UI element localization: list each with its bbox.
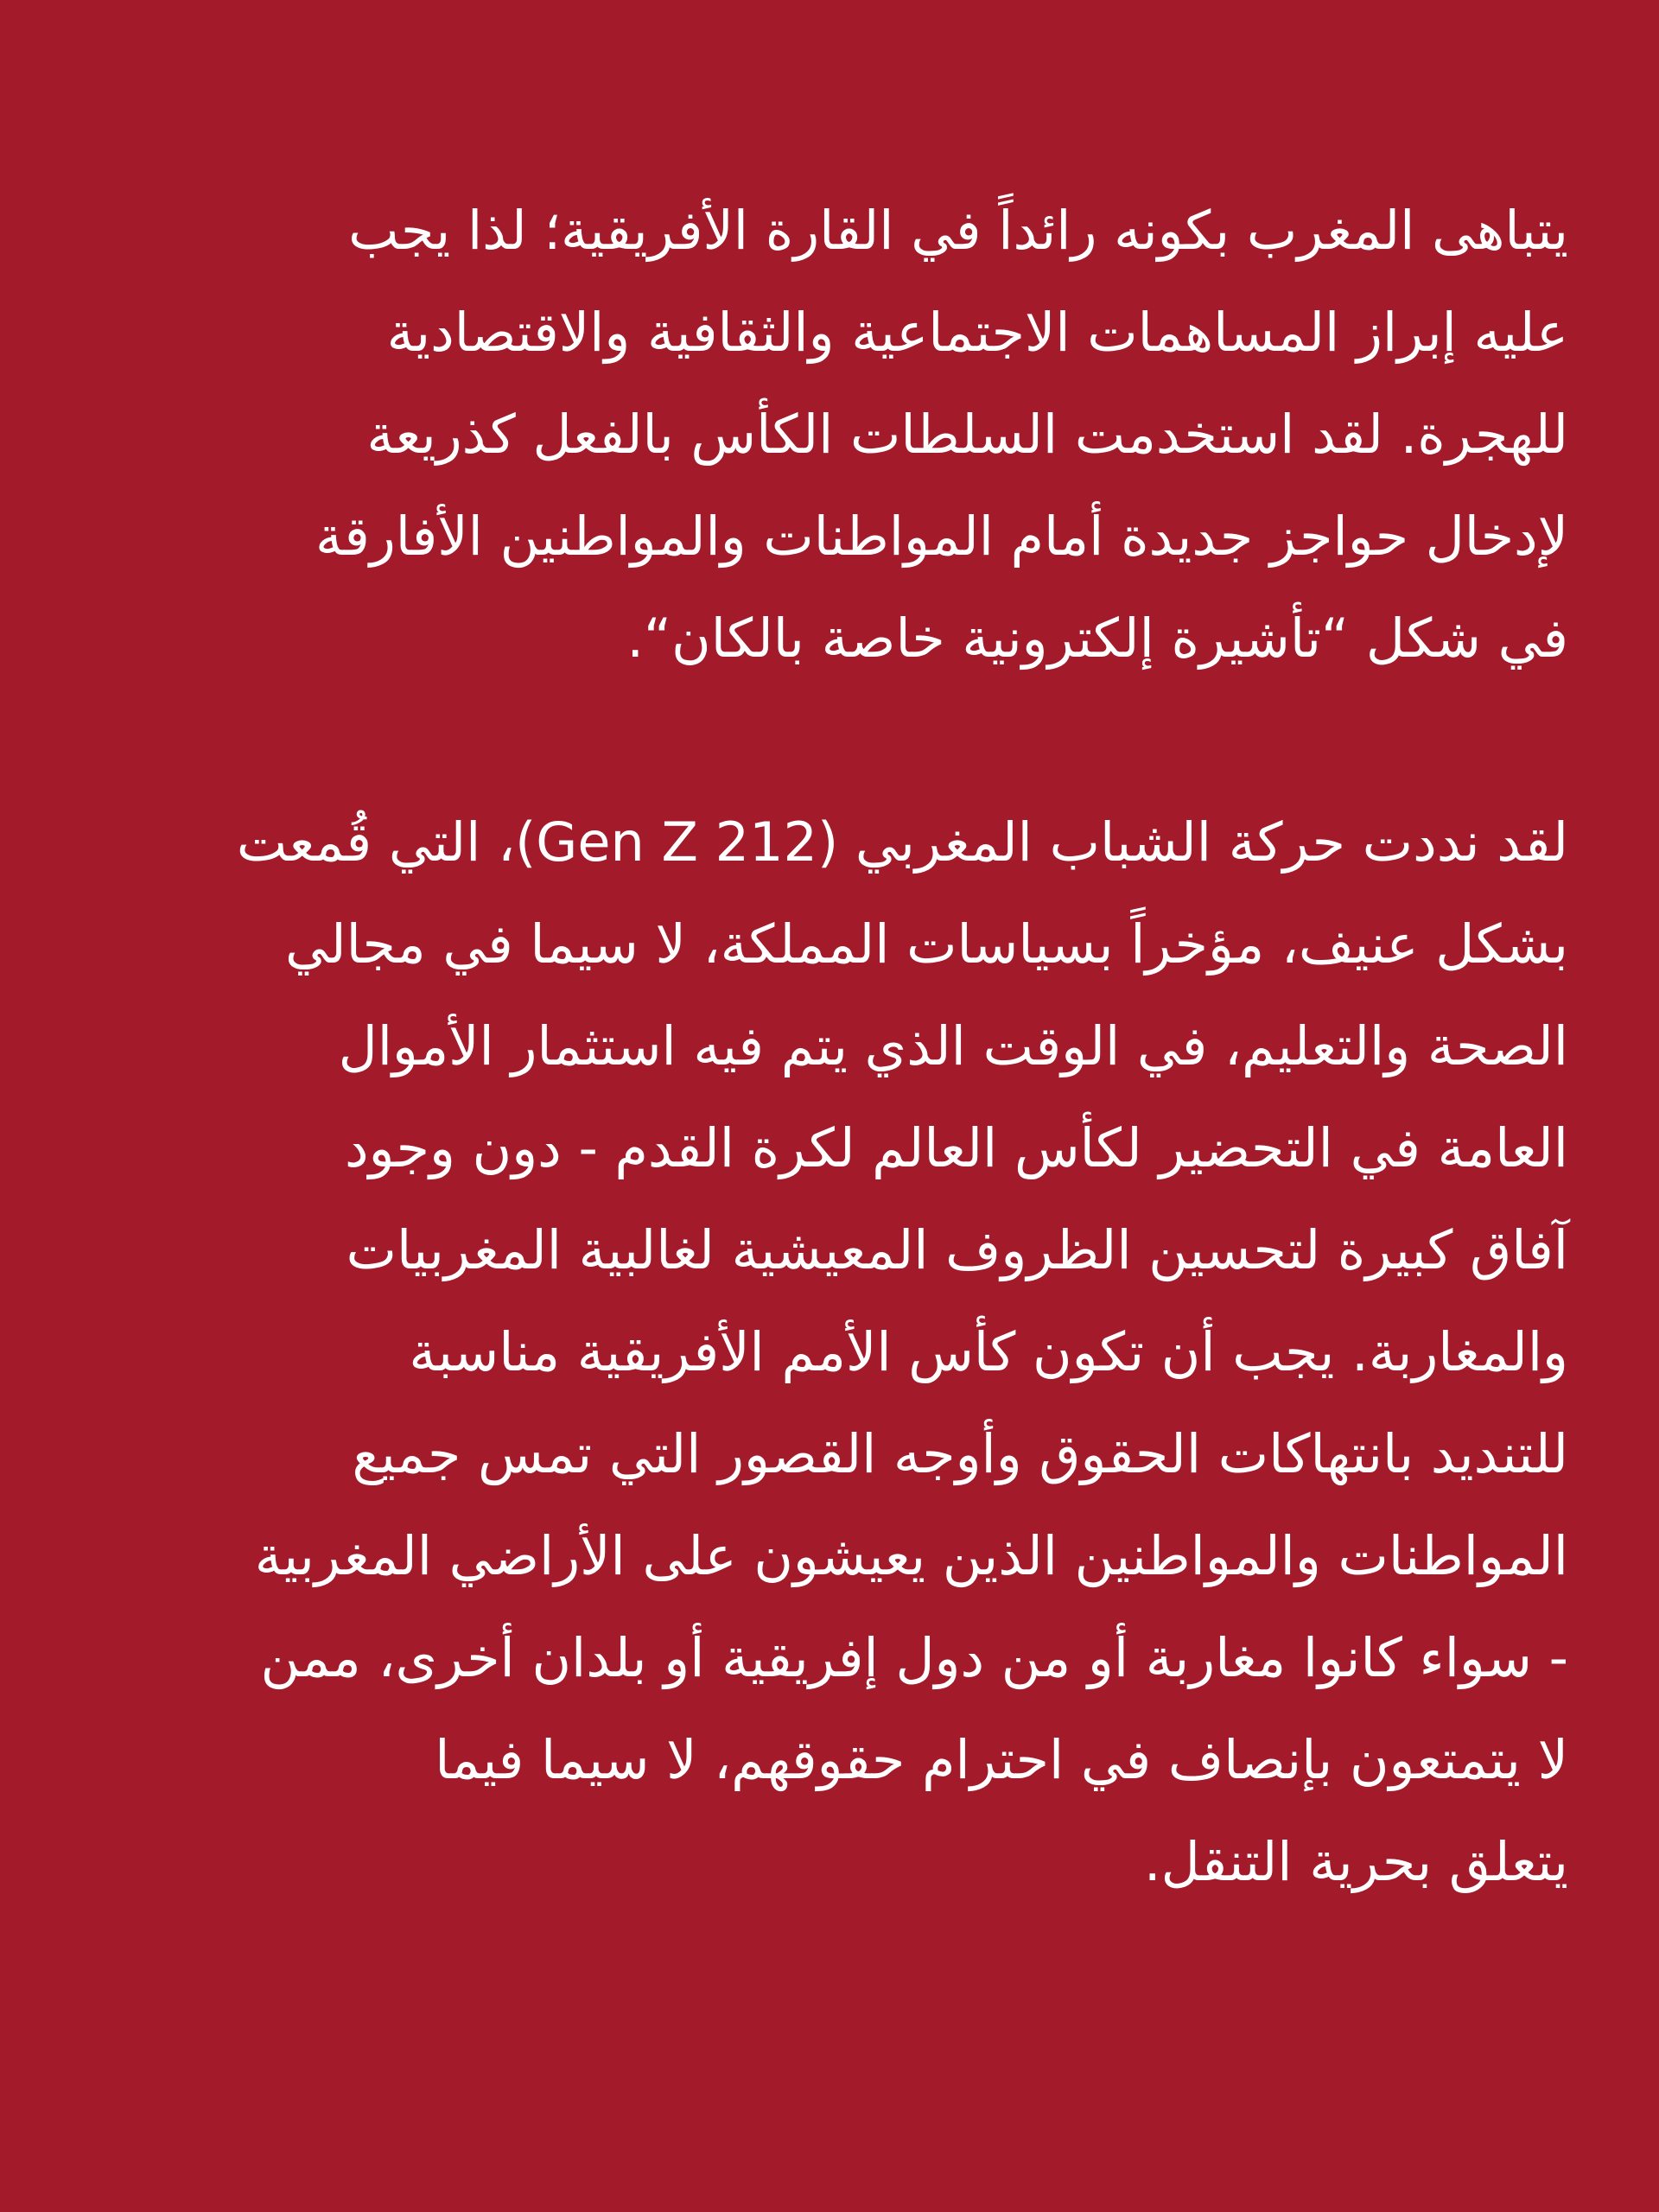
text-line: بشكل عنيف، مؤخراً بسياسات المملكة، لا سيما في مجالي [285, 912, 1568, 976]
text-line: في شكل “تأشيرة إلكترونية خاصة بالكان“. [626, 607, 1568, 670]
paragraph-1 [91, 180, 1568, 690]
text-line: - سواء كانوا مغاربة أو من دول إفريقية أو بلدان أخرى، ممن [260, 1626, 1568, 1689]
paragraph-spacing [91, 690, 1568, 791]
text-line: والمغاربة. يجب أن تكون كأس الأمم الأفريقية مناسبة [409, 1320, 1568, 1383]
text-line: للهجرة. لقد استخدمت السلطات الكأس بالفعل كذريعة [366, 403, 1568, 466]
text-line: المواطنات والمواطنين الذين يعيشون على الأراضي المغربية [254, 1524, 1568, 1587]
text-line: لإدخال حواجز جديدة أمام المواطنات والمواطنين الأفارقة [315, 505, 1568, 568]
paragraph-2 [91, 791, 1568, 1913]
text-line: لقد نددت حركة الشباب المغربي (Gen Z 212)، التي قُمعت [236, 810, 1568, 874]
text-line: للتنديد بانتهاكات الحقوق وأوجه القصور التي تمس جميع [352, 1422, 1568, 1485]
text-line: العامة في التحضير لكأس العالم لكرة القدم - دون وجود [345, 1116, 1568, 1179]
text-line: لا يتمتعون بإنصاف في احترام حقوقهم، لا سيما فيما [435, 1728, 1568, 1791]
text-line: عليه إبراز المساهمات الاجتماعية والثقافية والاقتصادية [386, 301, 1568, 364]
text-line: يتباهى المغرب بكونه رائداً في القارة الأفريقية؛ لذا يجب [348, 199, 1568, 262]
text-line: الصحة والتعليم، في الوقت الذي يتم فيه استثمار الأموال [338, 1014, 1568, 1077]
text-line: آفاق كبيرة لتحسين الظروف المعيشية لغالبية المغربيات [346, 1218, 1568, 1281]
text-line: يتعلق بحرية التنقل. [1143, 1830, 1568, 1893]
